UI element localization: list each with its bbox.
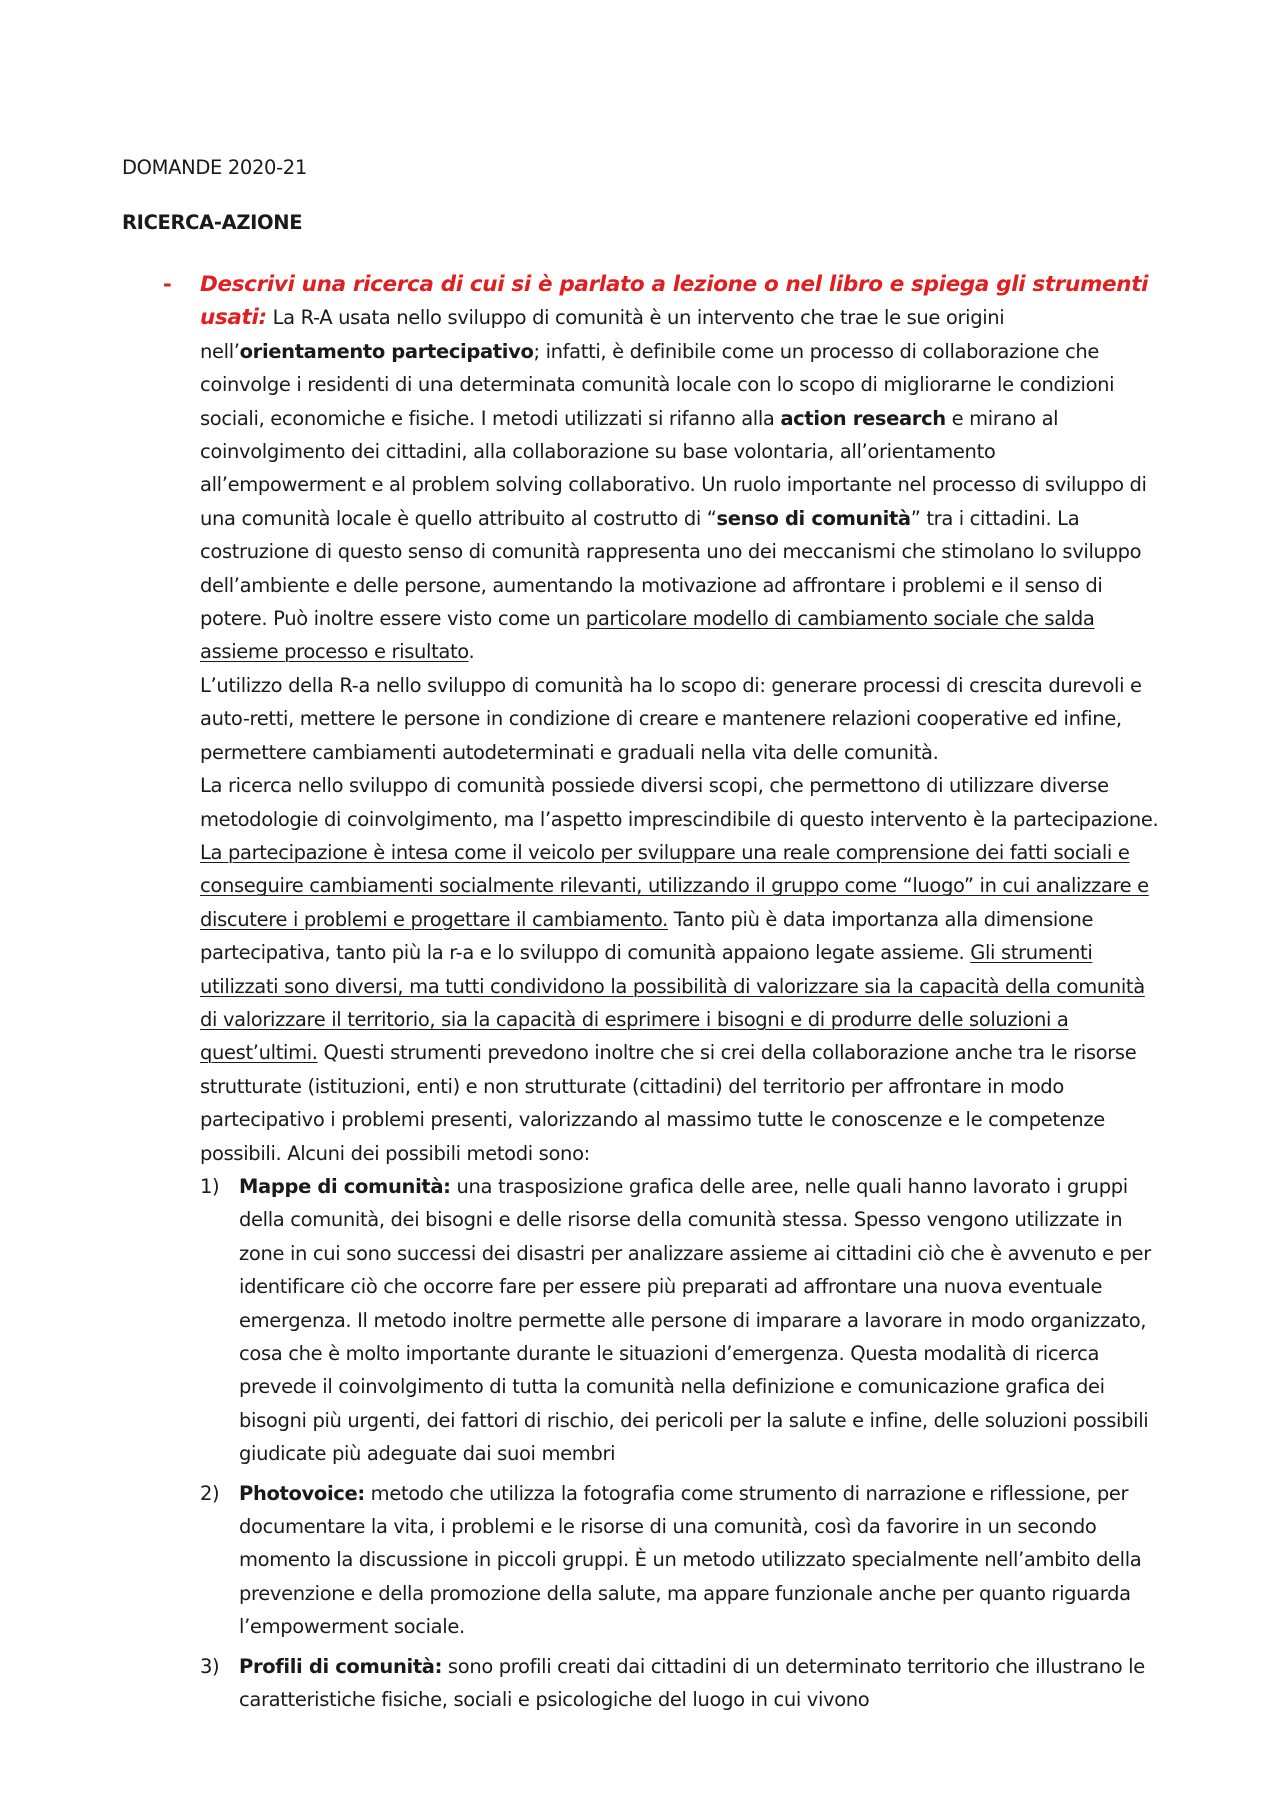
bold-term: action research <box>780 406 946 430</box>
text-run: . <box>468 640 475 664</box>
document-title: DOMANDE 2020-21 <box>122 156 307 179</box>
text-run: e mirano al coinvolgimento dei cittadini, alla collaborazione su base volontaria, all’orientamento all’empowerment e al problem solving collaborativo. Un ruolo importante nel processo di sviluppo di una comunità locale è quello attribuito al costrutto di “ <box>200 406 1147 530</box>
text-run: ” tra i cittadini. La costruzione di questo senso di comunità rappresenta uno dei meccanismi che stimolano lo sviluppo dell’ambiente e delle persone, aumentando la motivazione ad affrontare i problemi e il senso di potere. Può inoltre essere visto come un <box>200 506 1142 631</box>
bold-term: orientamento partecipativo <box>239 339 534 363</box>
underlined-text: La partecipazione è intesa come il veicolo per sviluppare una reale comprensione dei fatti sociali e conseguire cambiamenti socialmente rilevanti, utilizzando il gruppo come “luogo” in cui analizzare e discutere i problemi e progettare il cambiamento. <box>200 840 1149 931</box>
list-number: 1) <box>200 1174 220 1198</box>
list-item <box>200 1477 1165 1644</box>
method-text: una trasposizione grafica delle aree, nelle quali hanno lavorato i gruppi della comunità, dei bisogni e delle risorse della comunità stessa. Spesso vengono utilizzate in zone in cui sono successi dei disastri per analizzare assieme ai cittadini ciò che è avvenuto e per identificare ciò che occorre fare per essere più preparati ad affrontare una nuova eventuale emergenza. Il metodo inoltre permette alle persone di imparare a lavorare in modo organizzato, cosa che è molto importante durante le situazioni d’emergenza. Questa modalità di ricerca prevede il coinvolgimento di tutta la comunità nella definizione e comunicazione grafica dei bisogni più urgenti, dei fattori di rischio, dei pericoli per la salute e infine, delle soluzioni possibili giudicate più adeguate dai suoi membri <box>239 1174 1151 1466</box>
answer-paragraph-1 <box>200 268 1165 669</box>
underlined-text: Gli strumenti utilizzati sono diversi, ma tutti condividono la possibilità di valorizzare sia la capacità della comunità di valorizzare il territorio, sia la capacità di esprimere i bisogni e di produrre delle soluzioni a quest’ultimi. <box>200 941 1145 1065</box>
list-number: 2) <box>200 1481 220 1505</box>
text-run: La ricerca nello sviluppo di comunità possiede diversi scopi, che permettono di utilizzare diverse metodologie di coinvolgimento, ma l’aspetto imprescindibile di questo intervento è la partecipazione. <box>200 774 1159 831</box>
method-title: Profili di comunità: <box>239 1654 443 1678</box>
text-run: ; infatti, è definibile come un processo di collaborazione che coinvolge i residenti di una determinata comunità locale con lo scopo di migliorarne le condizioni sociali, economiche e fisiche. I metodi utilizzati si rifanno alla <box>200 339 1115 430</box>
bold-term: senso di comunità <box>716 506 911 530</box>
text-run: Questi strumenti prevedono inoltre che si crei della collaborazione anche tra le risorse strutturate (istituzioni, enti) e non strutturate (cittadini) del territorio per affrontare in modo partecipativo i problemi presenti, valorizzando al massimo tutte le conoscenze e le competenze possibili. Alcuni dei possibili metodi sono: <box>200 1041 1137 1165</box>
question-bullet: - <box>163 272 172 296</box>
list-number: 3) <box>200 1654 220 1678</box>
answer-body <box>200 268 1165 1722</box>
text-run: La R-A usata nello sviluppo di comunità è un intervento che trae le sue origini nell’ <box>200 306 1005 363</box>
underlined-text: particolare modello di cambiamento sociale che salda assieme processo e risultato <box>200 607 1095 664</box>
method-title: Mappe di comunità: <box>239 1174 451 1198</box>
text-run: Tanto più è data importanza alla dimensione partecipativa, tanto più la r-a e lo sviluppo di comunità appaiono legate assieme. <box>200 907 1094 965</box>
question-text: Descrivi una ricerca di cui si è parlato a lezione o nel libro e spiega gli strumenti usati: <box>200 272 1149 331</box>
answer-paragraph-2: L’utilizzo della R-a nello sviluppo di comunità ha lo scopo di: generare processi di crescita durevoli e auto-retti, mettere le persone in condizione di creare e mantenere relazioni cooperative ed infine, permettere cambiamenti autodeterminati e graduali nella vita delle comunità. <box>200 673 1142 764</box>
method-title: Photovoice: <box>239 1481 365 1505</box>
section-heading: RICERCA-AZIONE <box>122 211 303 234</box>
method-text: sono profili creati dai cittadini di un determinato territorio che illustrano le caratteristiche fisiche, sociali e psicologiche del luogo in cui vivono <box>239 1654 1145 1712</box>
method-text: metodo che utilizza la fotografia come strumento di narrazione e riflessione, per documentare la vita, i problemi e le risorse di una comunità, così da favorire in un secondo momento la discussione in piccoli gruppi. È un metodo utilizzato specialmente nell’ambito della prevenzione e della promozione della salute, ma appare funzionale anche per quanto riguarda l’empowerment sociale. <box>239 1481 1142 1639</box>
list-item <box>200 1650 1165 1717</box>
answer-paragraph-3 <box>200 769 1165 1170</box>
method-list <box>200 1170 1165 1717</box>
list-item <box>200 1170 1165 1471</box>
